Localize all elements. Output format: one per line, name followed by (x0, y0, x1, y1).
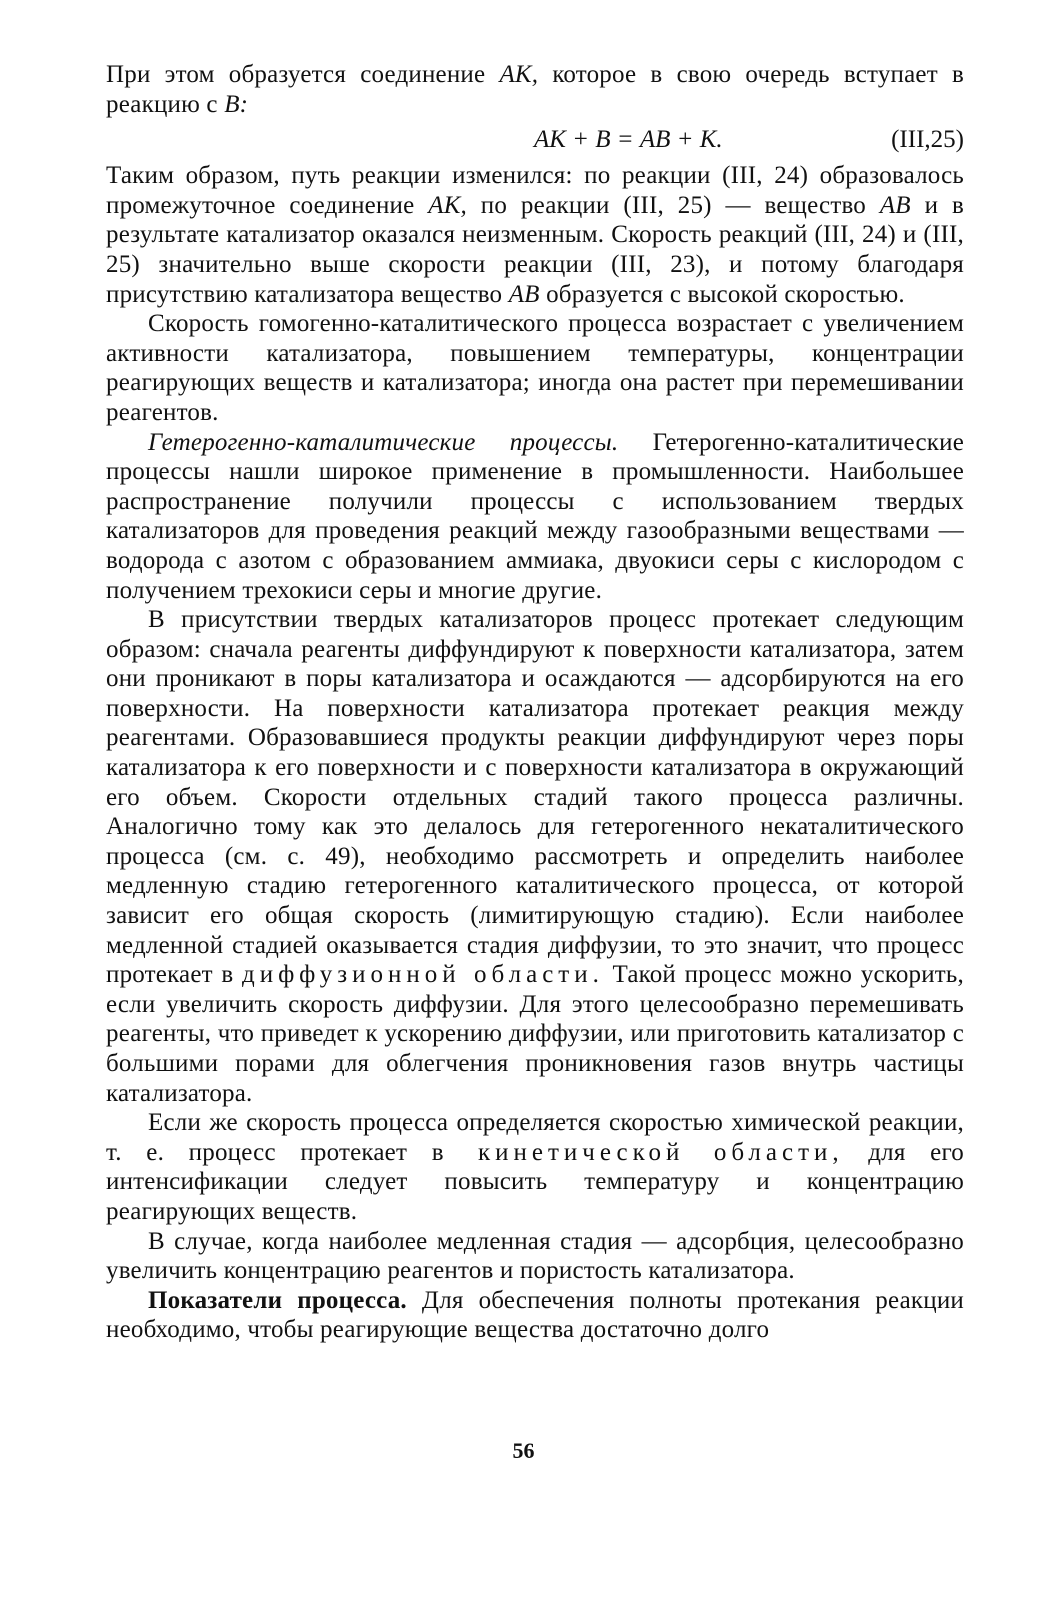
paragraph-heterogeneous: Гетерогенно-каталитические процессы. Гетерогенно-каталитические процессы нашли широкое применение в промышленности. Наибольшее распространение получили процессы с использованием твердых катализаторов для проведения реакций между газообразными веществами — водорода с азотом с образованием аммиака, двуокиси серы с кислородом с получением трехокиси серы и многие другие. (106, 428, 964, 604)
paragraph-intro: При этом образуется соединение АК, которое в свою очередь вступает в реакцию с В: (106, 61, 964, 118)
page-number: 56 (512, 1438, 535, 1463)
paragraph-solid-catalysts: В присутствии твердых катализаторов процесс протекает следующим образом: сначала реагенты диффундируют к поверхности катализатора, затем они проникают в поры катализатора и осаждаются — адсорбируются на его поверхности. На поверхности катализатора протекает реакция между реагентами. Образовавшиеся продукты реакции диффундируют через поры катализатора к его поверхности и с поверхности катализатора в окружающий его объем. Скорости отдельных стадий такого процесса различны. Аналогично тому как это делалось для гетерогенного некаталитического процесса (см. с. 49), необходимо рассмотреть и определить наиболее медленную стадию гетерогенного каталитического процесса, от которой зависит его общая скорость (лимитирующую стадию). Если наиболее медленной стадией оказывается стадия диффузии, то это значит, что процесс протекает в диффузионной области. Такой процесс можно ускорить, если увеличить скорость диффузии. Для этого целесообразно перемешивать реагенты, что приведет к ускорению диффузии, или приготовить катализатор с большими порами для облегчения проникновения газов внутрь частицы катализатора. (106, 606, 964, 1107)
spaced-term-diffusion: диффузионной области. (242, 961, 604, 989)
paragraph-kinetic: Если же скорость процесса определяется скоростью химической реакции, т. е. процесс протекает в кинетической области, для его интенсификации следует повысить температуру и концентрацию реагирующих веществ. (106, 1109, 964, 1225)
equation-row (106, 123, 964, 157)
spaced-term-kinetic: в кинетической области, (431, 1138, 844, 1166)
equation-number: (III,25) (891, 126, 964, 154)
section-heading-heterogeneous: Гетерогенно-каталитические процессы. (148, 428, 619, 456)
paragraph-homogeneous-rate: Скорость гомогенно-каталитического процесса возрастает с увеличением активности катализатора, повышением температуры, концентрации реагирующих веществ и катализатора; иногда она растет при перемешивании реагентов. (106, 310, 964, 426)
paragraph-adsorption: В случае, когда наиболее медленная стадия — адсорбция, целесообразно увеличить концентрацию реагентов и пористость катализатора. (106, 1227, 964, 1285)
equation-body: АК + В = АВ + К. (534, 126, 723, 154)
text-column (106, 60, 964, 1345)
paragraph-reaction-path: Таким образом, путь реакции изменился: по реакции (III, 24) образовалось промежуточное соединение АК, по реакции (III, 25) — вещество АВ и в результате катализатор оказался неизменным. Скорость реакций (III, 24) и (III, 25) значительно выше скорости реакции (III, 23), и потому благодаря присутствию катализатора вещество АВ образуется с высокой скоростью. (106, 162, 965, 308)
paragraph-process-indicators: Показатели процесса. Для обеспечения полноты протекания реакции необходимо, чтобы реагирующие вещества достаточно долго (106, 1286, 964, 1344)
section-heading-indicators: Показатели процесса. (148, 1286, 407, 1314)
